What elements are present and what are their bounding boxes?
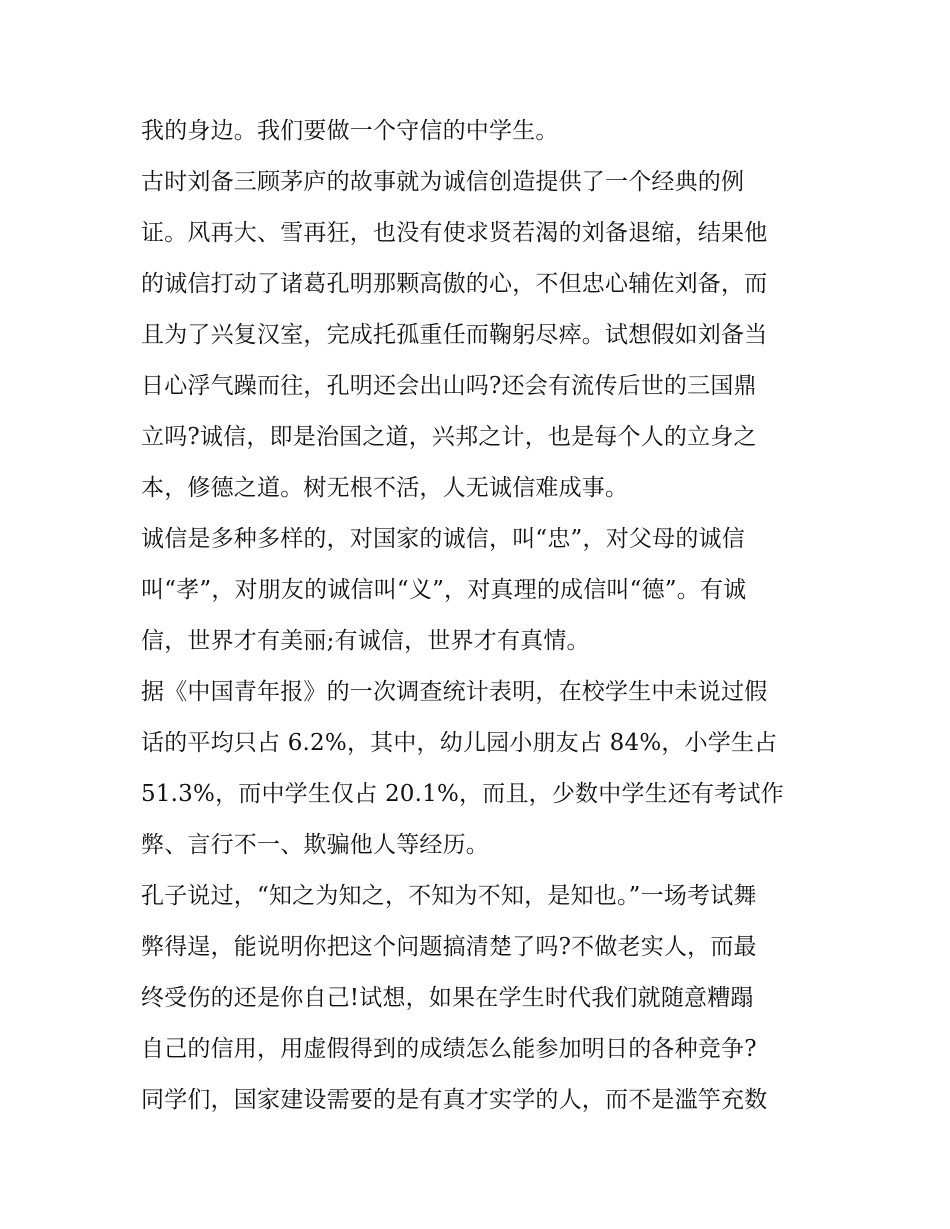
text-line: 51.3%，而中学生仅占 20.1%，而且，少数中学生还有考试作 xyxy=(141,781,784,807)
text-line: 信，世界才有美丽;有诚信，世界才有真情。 xyxy=(141,628,590,654)
text-line: 话的平均只占 6.2%，其中，幼儿园小朋友占 84%，小学生占 xyxy=(141,730,778,756)
text-line: 据《中国青年报》的一次调查统计表明，在校学生中未说过假 xyxy=(141,679,768,705)
paragraph xyxy=(141,106,821,157)
paragraph xyxy=(141,667,821,871)
text-line: 同学们，国家建设需要的是有真才实学的人，而不是滥竽充数 xyxy=(141,1087,768,1113)
text-line: 终受伤的还是你自己!试想，如果在学生时代我们就随意糟蹋 xyxy=(141,985,754,1011)
text-line: 我的身边。我们要做一个守信的中学生。 xyxy=(141,118,559,144)
text-line: 自己的信用，用虚假得到的成绩怎么能参加明日的各种竞争? xyxy=(141,1036,757,1062)
text-line: 叫“孝”，对朋友的诚信叫“义”，对真理的成信叫“德”。有诚 xyxy=(141,577,747,603)
paragraph xyxy=(141,871,821,1126)
document-body xyxy=(141,106,821,1126)
text-line: 本，修德之道。树无根不活，人无诚信难成事。 xyxy=(141,475,629,501)
text-line: 且为了兴复汉室，完成托孤重任而鞠躬尽瘁。试想假如刘备当 xyxy=(141,322,768,348)
text-line: 立吗?诚信，即是治国之道，兴邦之计，也是每个人的立身之 xyxy=(141,424,757,450)
text-line: 日心浮气躁而往，孔明还会出山吗?还会有流传后世的三国鼎 xyxy=(141,373,757,399)
text-line: 的诚信打动了诸葛孔明那颗高傲的心，不但忠心辅佐刘备，而 xyxy=(141,271,768,297)
text-line: 孔子说过，“知之为知之，不知为不知，是知也。”一场考试舞 xyxy=(141,883,757,909)
text-line: 诚信是多种多样的，对国家的诚信，叫“忠”，对父母的诚信 xyxy=(141,526,745,552)
text-line: 弊、言行不一、欺骗他人等经历。 xyxy=(141,832,489,858)
text-line: 弊得逞，能说明你把这个问题搞清楚了吗?不做老实人，而最 xyxy=(141,934,757,960)
text-line: 古时刘备三顾茅庐的故事就为诚信创造提供了一个经典的例 xyxy=(141,169,745,195)
text-line: 证。风再大、雪再狂，也没有使求贤若渴的刘备退缩，结果他 xyxy=(141,220,768,246)
paragraph xyxy=(141,514,821,667)
paragraph xyxy=(141,157,821,514)
